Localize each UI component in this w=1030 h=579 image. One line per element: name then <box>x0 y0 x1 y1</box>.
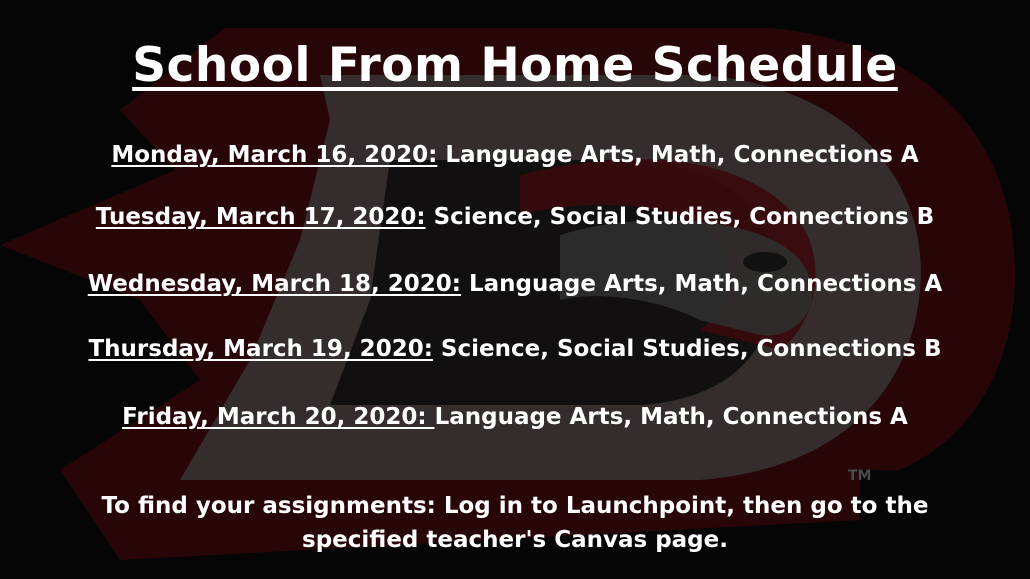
schedule-date: Tuesday, March 17, 2020: <box>95 204 426 230</box>
schedule-date: Wednesday, March 18, 2020: <box>87 271 461 297</box>
schedule-row-friday <box>0 404 1030 430</box>
schedule-row-thursday <box>0 336 1030 362</box>
schedule-date: Friday, March 20, 2020: <box>122 404 435 430</box>
assignment-instructions: To find your assignments: Log in to Launchpoint, then go to the specified teacher's Canvas page. <box>101 493 929 553</box>
schedule-subjects: Language Arts, Math, Connections A <box>460 271 943 297</box>
schedule-subjects: Language Arts, Math, Connections A <box>434 404 908 430</box>
schedule-row-wednesday <box>0 271 1030 297</box>
schedule-date: Thursday, March 19, 2020: <box>88 336 433 362</box>
schedule-row-monday <box>0 142 1030 168</box>
schedule-subjects: Science, Social Studies, Connections B <box>432 336 942 362</box>
schedule-row-tuesday <box>0 204 1030 230</box>
page-title: School From Home Schedule <box>132 38 898 93</box>
schedule-date: Monday, March 16, 2020: <box>111 142 438 168</box>
schedule-subjects: Language Arts, Math, Connections A <box>437 142 919 168</box>
schedule-subjects: Science, Social Studies, Connections B <box>425 204 935 230</box>
logo-trademark-mark: TM <box>848 468 872 484</box>
